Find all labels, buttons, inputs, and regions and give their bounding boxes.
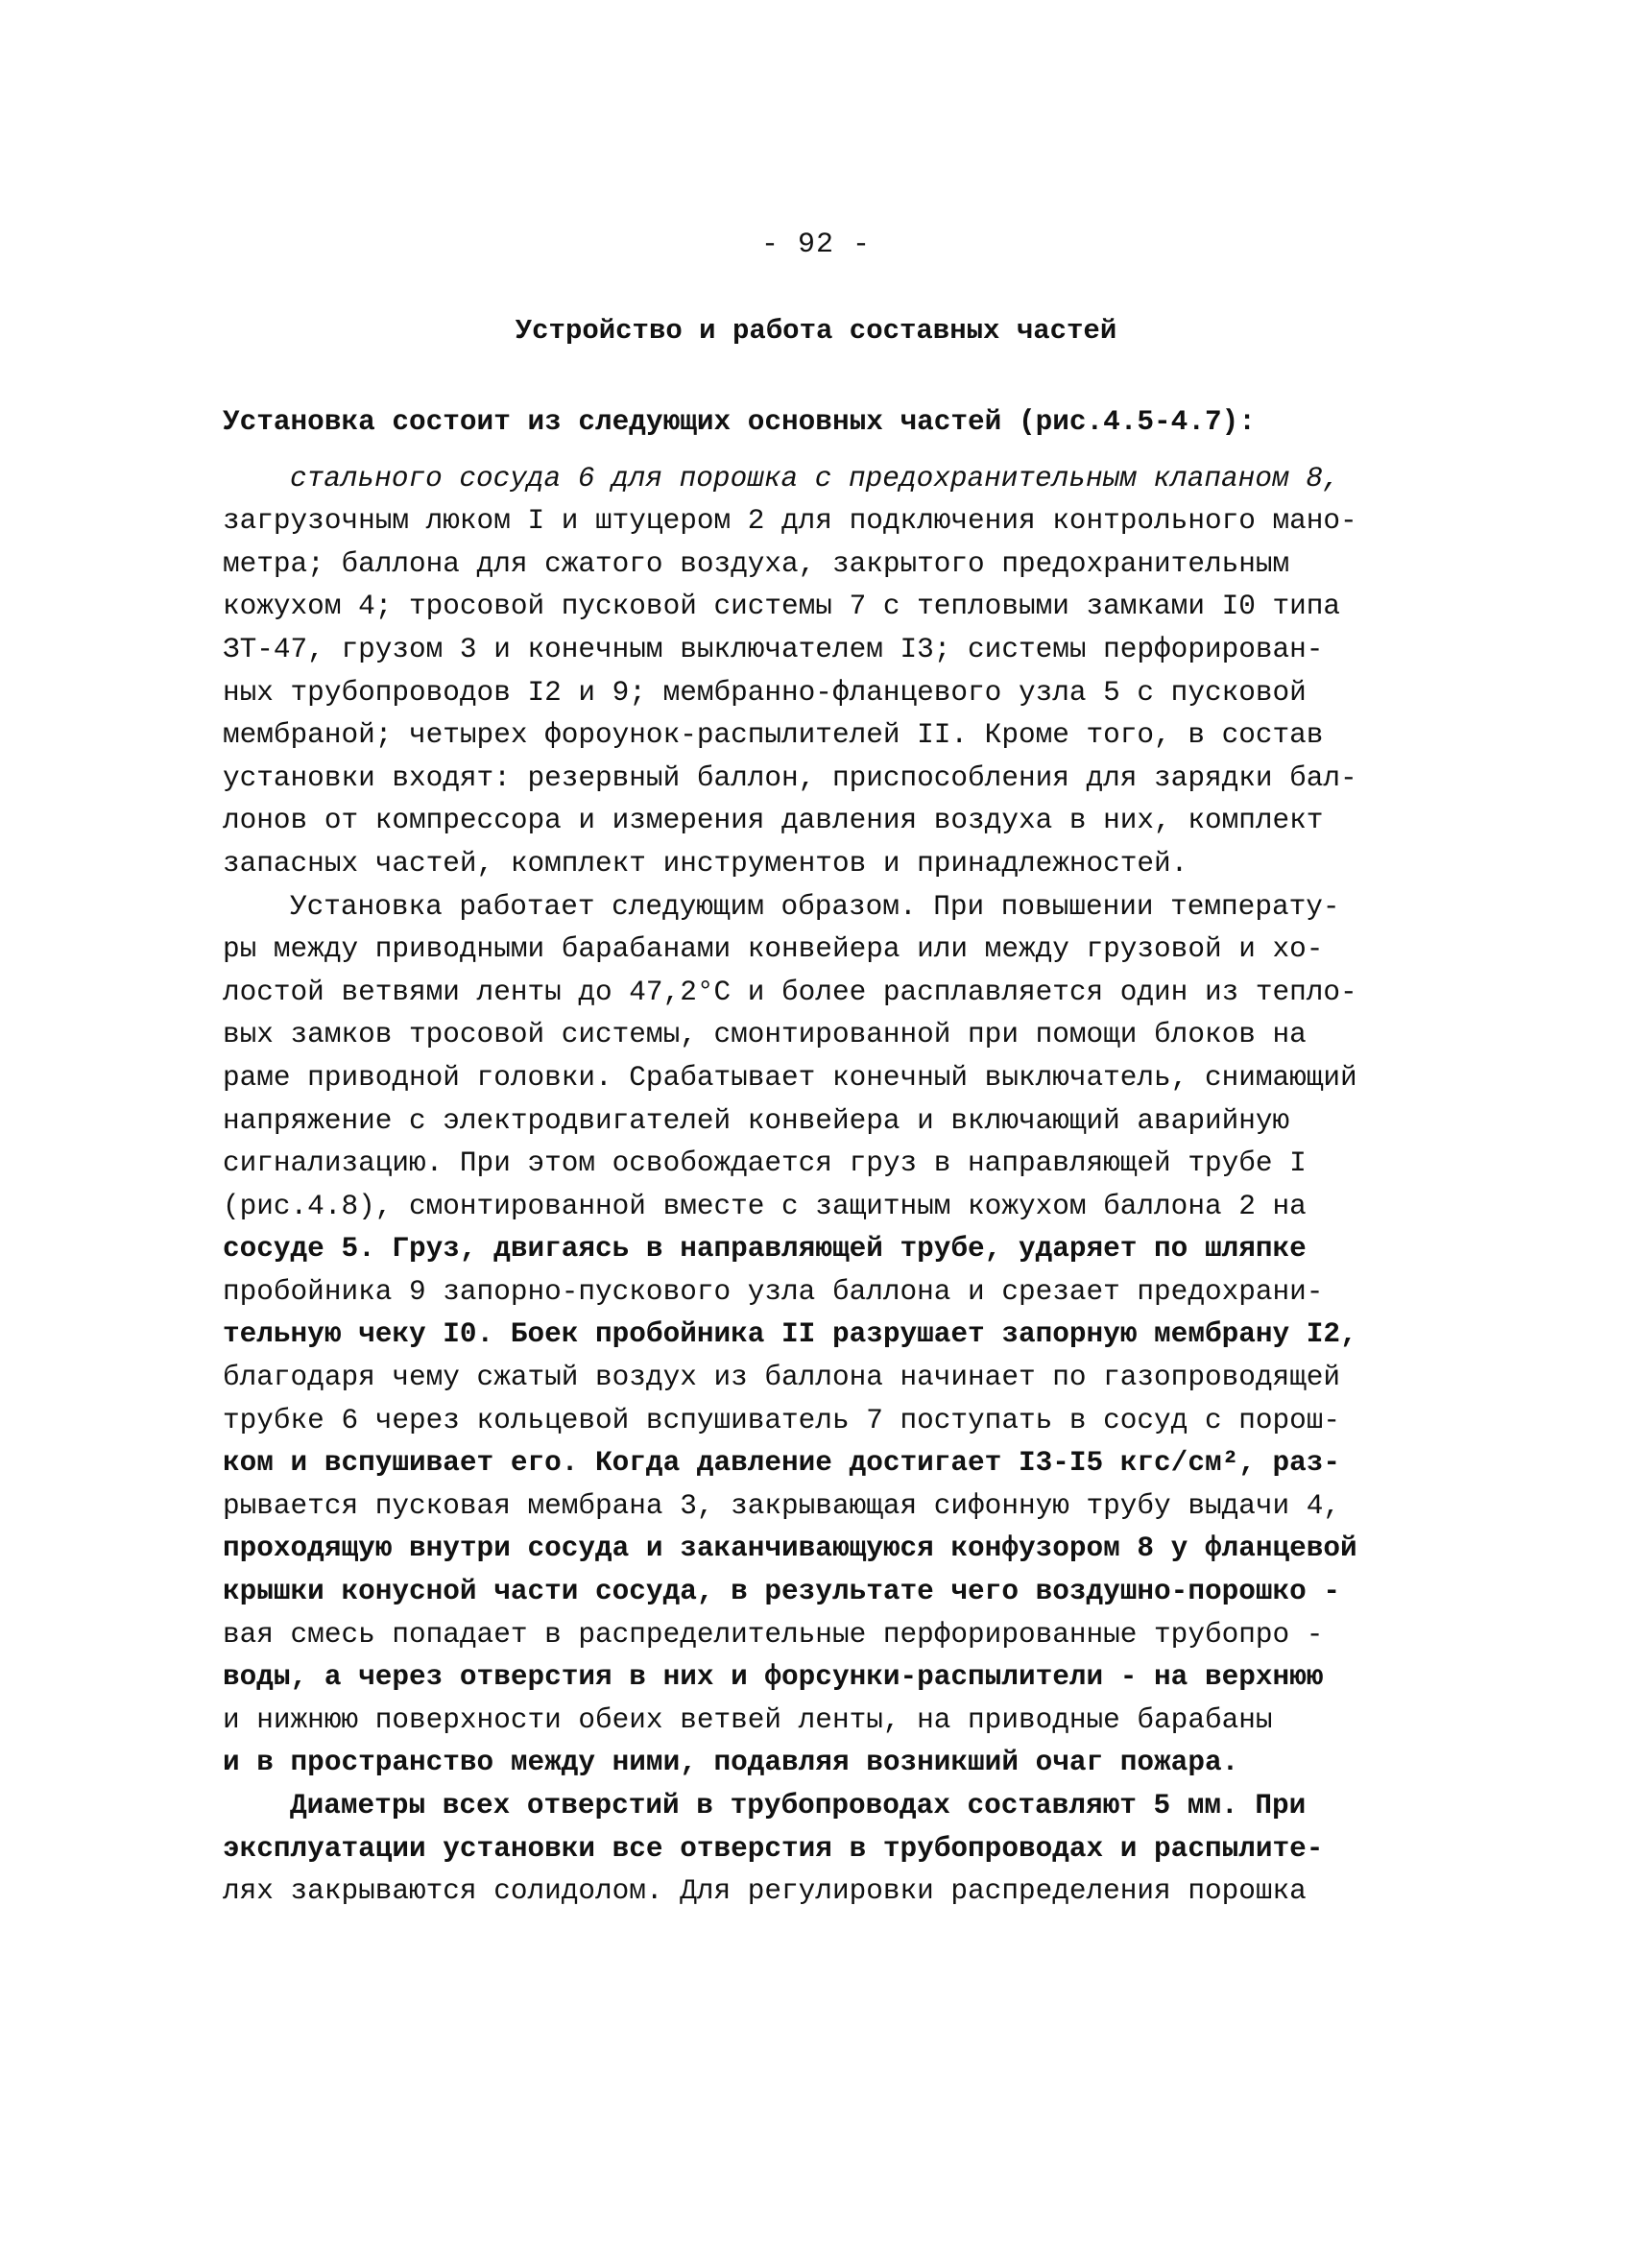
text-line: тельную чеку I0. Боек пробойника II разрушает запорную мембрану I2, bbox=[223, 1318, 1357, 1351]
text-line: Диаметры всех отверстий в трубопроводах составляют 5 мм. При bbox=[290, 1790, 1307, 1822]
text-line: напряжение с электродвигателей конвейера и включающий аварийную bbox=[223, 1104, 1290, 1137]
paragraph-maintenance bbox=[223, 1785, 1413, 1914]
body-text bbox=[223, 401, 1413, 1914]
text-line: пробойника 9 запорно-пускового узла баллона и срезает предохрани- bbox=[223, 1275, 1324, 1308]
text-line: сосуде 5. Груз, двигаясь в направляющей трубе, ударяет по шляпке bbox=[223, 1233, 1307, 1266]
text-line: эксплуатации установки все отверстия в трубопроводах и распылите- bbox=[223, 1832, 1324, 1865]
page-number: - 92 - bbox=[760, 229, 872, 261]
text-line: (рис.4.8), смонтированной вместе с защитным кожухом баллона 2 на bbox=[223, 1190, 1307, 1222]
text-line: воды, а через отверстия в них и форсунки-распылители - на верхнюю bbox=[223, 1661, 1324, 1694]
text-line: ком и вспушивает его. Когда давление достигает I3-I5 кгс/см², раз- bbox=[223, 1447, 1341, 1480]
text-line: установки входят: резервный баллон, приспособления для зарядки бал- bbox=[223, 761, 1357, 794]
text-line: ных трубопроводов I2 и 9; мембранно-фланцевого узла 5 с пусковой bbox=[223, 676, 1307, 709]
text-line: лостой ветвями ленты до 47,2°С и более расплавляется один из тепло- bbox=[223, 976, 1357, 1008]
text-line: мембраной; четырех фороунок-распылителей II. Кроме того, в состав bbox=[223, 719, 1324, 752]
paragraph-operation bbox=[223, 886, 1413, 1785]
text-line: лонов от компрессора и измерения давления воздуха в них, комплект bbox=[223, 805, 1324, 837]
text-line: вая смесь попадает в распределительные перфорированные трубопро - bbox=[223, 1618, 1324, 1651]
text-line: вых замков тросовой системы, смонтированной при помощи блоков на bbox=[223, 1019, 1307, 1051]
text-line: рывается пусковая мембрана 3, закрывающая сифонную трубу выдачи 4, bbox=[223, 1489, 1341, 1522]
text-line: трубке 6 через кольцевой вспушиватель 7 поступать в сосуд с порош- bbox=[223, 1404, 1341, 1436]
text-line: запасных частей, комплект инструментов и принадлежностей. bbox=[223, 847, 1188, 880]
text-line: кожухом 4; тросовой пусковой системы 7 с тепловыми замками I0 типа bbox=[223, 591, 1341, 623]
text-line: сигнализацию. При этом освобождается груз в направляющей трубе I bbox=[223, 1147, 1307, 1180]
text-line: и в пространство между ними, подавляя возникший очаг пожара. bbox=[223, 1747, 1239, 1779]
text-line: метра; баллона для сжатого воздуха, закрытого предохранительным bbox=[223, 547, 1290, 580]
text-line: крышки конусной части сосуда, в результате чего воздушно-порошко - bbox=[223, 1576, 1341, 1608]
text-line: стального сосуда 6 для порошка с предохранительным клапаном 8, bbox=[290, 462, 1340, 495]
text-line: проходящую внутри сосуда и заканчивающуюся конфузором 8 у фланцевой bbox=[223, 1532, 1357, 1565]
text-line: ры между приводными барабанами конвейера или между грузовой и хо- bbox=[223, 933, 1324, 966]
text-line: загрузочным люком I и штуцером 2 для подключения контрольного мано- bbox=[223, 505, 1357, 538]
text-line: благодаря чему сжатый воздух из баллона начинает по газопроводящей bbox=[223, 1362, 1341, 1394]
text-line: раме приводной головки. Срабатывает конечный выключатель, снимающий bbox=[223, 1061, 1357, 1094]
text-line: и нижнюю поверхности обеих ветвей ленты, на приводные барабаны bbox=[223, 1703, 1273, 1736]
paragraph-components bbox=[223, 458, 1413, 886]
text-line: лях закрываются солидолом. Для регулировки распределения порошка bbox=[223, 1875, 1307, 1908]
section-heading: Устройство и работа составных частей bbox=[515, 315, 1117, 347]
intro-line: Установка состоит из следующих основных частей (рис.4.5-4.7): bbox=[223, 406, 1256, 438]
text-line: Установка работает следующим образом. При повышении температу- bbox=[290, 890, 1340, 923]
text-line: ЗТ-47, грузом 3 и конечным выключателем I3; системы перфорирован- bbox=[223, 633, 1324, 665]
